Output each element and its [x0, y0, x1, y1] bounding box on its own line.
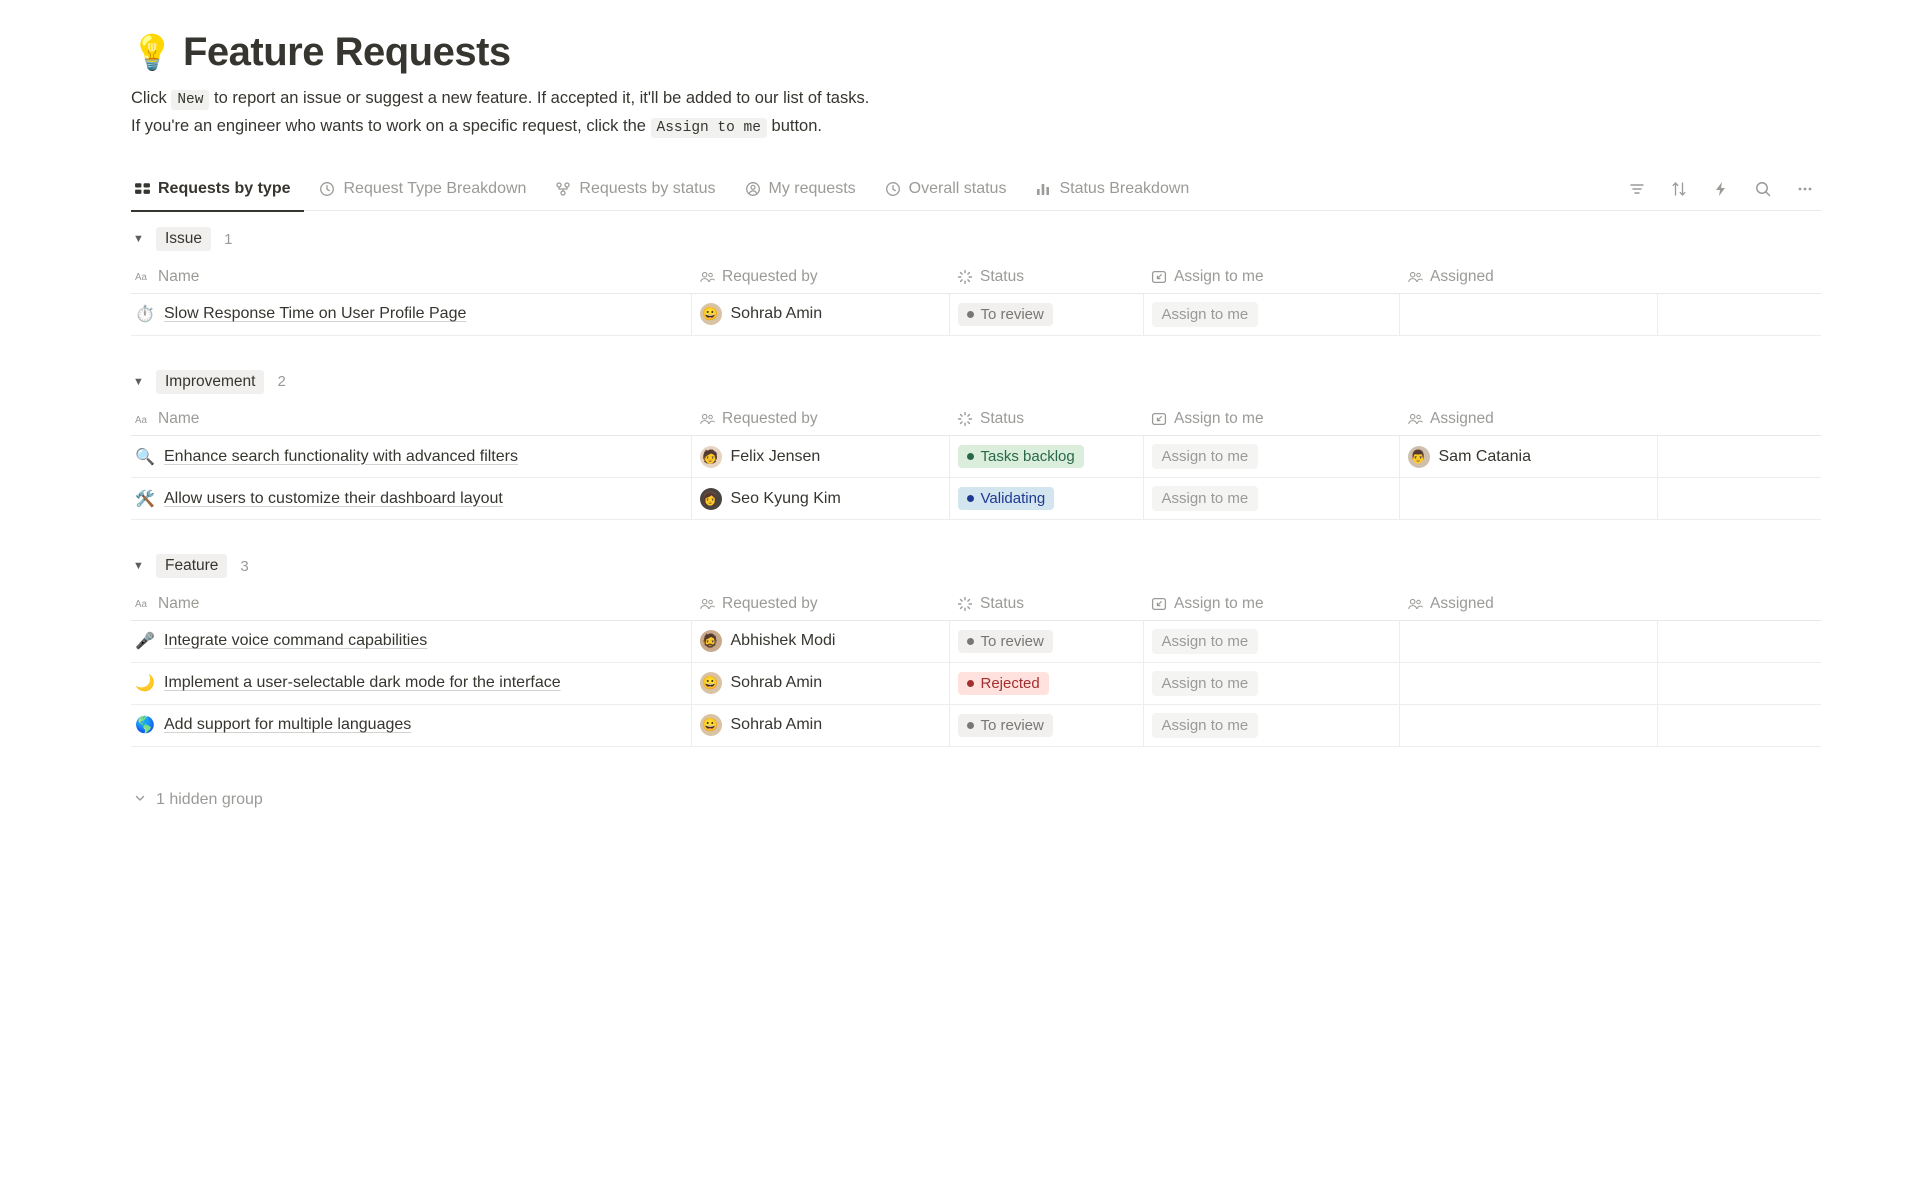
group-count: 2 [277, 373, 286, 390]
cell-empty [1657, 620, 1821, 662]
status-dot-icon [967, 680, 974, 687]
cell-assigned[interactable] [1399, 436, 1657, 478]
column-label: Assign to me [1174, 594, 1264, 612]
cell-status[interactable] [949, 478, 1143, 520]
cell-name[interactable] [131, 293, 691, 335]
requested-by-name: Seo Kyung Kim [730, 489, 841, 507]
cell-assign-to-me[interactable] [1143, 704, 1399, 746]
status-label: To review [980, 305, 1044, 323]
column-header-empty [1657, 588, 1821, 620]
cell-status[interactable] [949, 620, 1143, 662]
description-text-4: button. [771, 117, 822, 135]
collapse-group-toggle[interactable]: ▼ [133, 233, 144, 245]
cell-empty [1657, 436, 1821, 478]
board-icon [554, 180, 572, 198]
table-header-row [131, 261, 1821, 293]
cell-empty [1657, 293, 1821, 335]
table-header-row [131, 404, 1821, 436]
status-icon [957, 411, 973, 427]
person-icon [1407, 596, 1423, 612]
status-badge [958, 672, 1049, 695]
column-header-assigned[interactable] [1399, 588, 1657, 620]
button-icon [1151, 596, 1167, 612]
assign-to-me-button[interactable]: Assign to me [1152, 486, 1259, 511]
assign-to-me-button[interactable]: Assign to me [1152, 444, 1259, 469]
person-circle-icon [744, 180, 762, 198]
column-label: Requested by [722, 410, 818, 428]
cell-name[interactable] [131, 436, 691, 478]
person-icon [1407, 411, 1423, 427]
column-header-assigned[interactable] [1399, 404, 1657, 436]
column-label: Assigned [1430, 594, 1494, 612]
description-text-2: to report an issue or suggest a new feature. If accepted it, it'll be added to our list of tasks. [214, 89, 870, 107]
column-label: Requested by [722, 594, 818, 612]
group-header [131, 227, 1821, 251]
group-issue [131, 227, 1821, 336]
database-groups [131, 227, 1821, 747]
column-header-requested-by[interactable] [691, 404, 949, 436]
assign-to-me-chip: Assign to me [651, 118, 767, 138]
assign-to-me-button[interactable]: Assign to me [1152, 713, 1259, 738]
cell-assign-to-me[interactable] [1143, 662, 1399, 704]
lightbulb-icon: 💡 [131, 33, 174, 72]
status-badge [958, 303, 1053, 326]
new-chip: New [171, 90, 209, 110]
group-count: 3 [240, 557, 249, 575]
cell-empty [1657, 704, 1821, 746]
row-emoji-icon: 🎤 [135, 633, 155, 650]
status-label: To review [980, 632, 1044, 650]
text-icon [135, 411, 151, 427]
group-name: Improvement [156, 370, 264, 394]
view-tabs [131, 167, 1203, 211]
table-row[interactable] [131, 620, 1821, 662]
column-header-status[interactable] [949, 588, 1143, 620]
svg-text:Aa: Aa [135, 272, 147, 284]
requested-by-name: Sohrab Amin [730, 674, 823, 691]
sort-icon[interactable] [1669, 179, 1689, 199]
requested-by-name: Felix Jensen [730, 447, 821, 465]
person-icon [699, 411, 715, 427]
cell-assigned[interactable] [1399, 662, 1657, 704]
page-description [131, 85, 1821, 141]
status-label: To review [980, 716, 1044, 734]
column-label: Assign to me [1174, 267, 1264, 285]
column-header-requested-by[interactable] [691, 588, 949, 620]
column-header-name[interactable] [131, 588, 691, 620]
row-title[interactable]: Integrate voice command capabilities [164, 632, 428, 649]
avatar: 😀 [700, 672, 722, 694]
database-toolbar [1627, 179, 1821, 199]
status-badge [958, 714, 1053, 737]
cell-status[interactable] [949, 293, 1143, 335]
row-emoji-icon: 🌙 [135, 675, 155, 692]
more-options-icon[interactable] [1795, 179, 1815, 199]
status-label: Rejected [980, 674, 1040, 692]
status-badge [958, 487, 1055, 510]
column-label: Status [980, 594, 1024, 612]
column-label: Name [158, 267, 200, 285]
collapse-group-toggle[interactable]: ▼ [133, 560, 144, 572]
cell-status[interactable] [949, 436, 1143, 478]
clock-icon [884, 180, 902, 198]
row-emoji-icon: 🌎 [135, 717, 155, 734]
column-header-assign-to-me[interactable] [1143, 588, 1399, 620]
column-header-assign-to-me[interactable] [1143, 404, 1399, 436]
status-dot-icon [967, 453, 974, 460]
row-title[interactable]: Add support for multiple languages [164, 716, 412, 733]
table-row[interactable] [131, 662, 1821, 704]
view-tabs-bar [131, 167, 1821, 211]
tab-label: Request Type Breakdown [343, 179, 527, 197]
column-label: Status [980, 267, 1024, 285]
group-header [131, 554, 1821, 578]
tab-overall-status[interactable] [870, 167, 1021, 211]
person-icon [699, 596, 715, 612]
cell-name[interactable] [131, 620, 691, 662]
avatar: 😀 [700, 303, 722, 325]
cell-empty [1657, 662, 1821, 704]
requested-by-name: Abhishek Modi [730, 632, 836, 649]
status-badge [958, 445, 1084, 468]
cell-requested-by[interactable] [691, 662, 949, 704]
group-count: 1 [224, 230, 233, 248]
bar-chart-icon [1034, 180, 1052, 198]
requested-by-name: Sohrab Amin [730, 716, 823, 733]
cell-requested-by[interactable] [691, 478, 949, 520]
cell-status[interactable] [949, 704, 1143, 746]
table-row[interactable] [131, 436, 1821, 478]
row-emoji-icon: 🔍 [135, 448, 155, 466]
tab-label: Requests by status [579, 179, 716, 197]
requested-by-name: Sohrab Amin [730, 305, 823, 322]
column-label: Name [158, 410, 200, 428]
person-icon [1407, 269, 1423, 285]
status-dot-icon [967, 722, 974, 729]
row-title[interactable]: Slow Response Time on User Profile Page [164, 305, 467, 322]
table-row[interactable] [131, 704, 1821, 746]
column-header-empty [1657, 261, 1821, 293]
status-label: Tasks backlog [980, 448, 1075, 465]
status-label: Validating [980, 490, 1046, 507]
description-line-2 [131, 113, 1821, 141]
row-title[interactable]: Allow users to customize their dashboard layout [164, 489, 503, 507]
cell-name[interactable] [131, 662, 691, 704]
cell-status[interactable] [949, 662, 1143, 704]
tab-requests-by-status[interactable] [540, 167, 729, 211]
database-table [131, 404, 1821, 521]
row-title[interactable]: Enhance search functionality with advanced filters [164, 447, 518, 465]
clock-icon [318, 180, 336, 198]
tab-label: Overall status [908, 179, 1007, 197]
table-row[interactable] [131, 478, 1821, 520]
avatar: 👩 [700, 488, 722, 510]
group-name: Issue [156, 227, 211, 251]
tab-requests-by-type[interactable] [131, 167, 304, 211]
status-dot-icon [967, 638, 974, 645]
description-text-3: If you're an engineer who wants to work on a specific request, click the [131, 117, 646, 135]
status-dot-icon [967, 495, 974, 502]
table-header-row [131, 588, 1821, 620]
cell-assigned[interactable] [1399, 704, 1657, 746]
tab-my-requests[interactable] [730, 167, 870, 211]
avatar: 😀 [700, 714, 722, 736]
row-emoji-icon: ⏱️ [135, 306, 155, 323]
avatar: 🧑 [700, 446, 722, 468]
group-feature [131, 554, 1821, 747]
cell-name[interactable] [131, 478, 691, 520]
row-title[interactable]: Implement a user-selectable dark mode for the interface [164, 674, 561, 691]
hidden-group-toggle[interactable] [131, 791, 1821, 810]
page-title: Feature Requests [183, 30, 511, 74]
assign-to-me-button[interactable]: Assign to me [1152, 302, 1259, 327]
text-icon [135, 269, 151, 285]
description-line-1 [131, 85, 1821, 113]
svg-text:Aa: Aa [135, 599, 147, 611]
column-header-assign-to-me[interactable] [1143, 261, 1399, 293]
database-table [131, 261, 1821, 336]
cell-assign-to-me[interactable] [1143, 478, 1399, 520]
column-header-status[interactable] [949, 261, 1143, 293]
group-improvement [131, 370, 1821, 521]
column-header-assigned[interactable] [1399, 261, 1657, 293]
person-icon [699, 269, 715, 285]
column-label: Assign to me [1174, 410, 1264, 428]
cell-requested-by[interactable] [691, 704, 949, 746]
assigned-name: Sam Catania [1438, 447, 1531, 465]
cell-requested-by[interactable] [691, 436, 949, 478]
column-header-requested-by[interactable] [691, 261, 949, 293]
search-icon[interactable] [1753, 179, 1773, 199]
page-header [131, 30, 1821, 75]
group-name: Feature [156, 554, 227, 578]
cell-assign-to-me[interactable] [1143, 436, 1399, 478]
avatar: 🧔 [700, 630, 722, 652]
tab-request-type-breakdown[interactable] [304, 167, 540, 211]
hidden-group-label: 1 hidden group [156, 791, 263, 808]
cell-requested-by[interactable] [691, 620, 949, 662]
column-header-empty [1657, 404, 1821, 436]
column-label: Status [980, 410, 1024, 428]
column-header-name[interactable] [131, 404, 691, 436]
cell-assign-to-me[interactable] [1143, 620, 1399, 662]
button-icon [1151, 269, 1167, 285]
filter-icon[interactable] [1627, 179, 1647, 199]
cell-empty [1657, 478, 1821, 520]
assign-to-me-button[interactable]: Assign to me [1152, 671, 1259, 696]
column-label: Name [158, 594, 200, 612]
status-icon [957, 269, 973, 285]
table-group-icon [133, 180, 151, 198]
column-label: Requested by [722, 267, 818, 285]
column-label: Assigned [1430, 267, 1494, 285]
tab-label: Requests by type [158, 179, 291, 197]
cell-assigned[interactable] [1399, 293, 1657, 335]
column-label: Assigned [1430, 410, 1494, 428]
cell-requested-by[interactable] [691, 293, 949, 335]
tab-status-breakdown[interactable] [1020, 167, 1203, 211]
description-text-1: Click [131, 89, 167, 107]
svg-text:Aa: Aa [135, 414, 147, 426]
tab-label: Status Breakdown [1059, 179, 1190, 197]
cell-assigned[interactable] [1399, 478, 1657, 520]
column-header-name[interactable] [131, 261, 691, 293]
text-icon [135, 596, 151, 612]
chevron-down-icon [133, 791, 147, 810]
column-header-status[interactable] [949, 404, 1143, 436]
cell-name[interactable] [131, 704, 691, 746]
status-icon [957, 596, 973, 612]
row-emoji-icon: 🛠️ [135, 490, 155, 508]
group-header [131, 370, 1821, 394]
status-dot-icon [967, 311, 974, 318]
tab-label: My requests [768, 179, 856, 197]
cell-assigned[interactable] [1399, 620, 1657, 662]
button-icon [1151, 411, 1167, 427]
status-badge [958, 630, 1053, 653]
avatar: 👨 [1408, 446, 1430, 468]
collapse-group-toggle[interactable]: ▼ [133, 375, 144, 388]
cell-assign-to-me[interactable] [1143, 293, 1399, 335]
page-content [131, 30, 1821, 810]
automation-icon[interactable] [1711, 179, 1731, 199]
assign-to-me-button[interactable]: Assign to me [1152, 629, 1259, 654]
table-row[interactable] [131, 293, 1821, 335]
database-table [131, 588, 1821, 747]
